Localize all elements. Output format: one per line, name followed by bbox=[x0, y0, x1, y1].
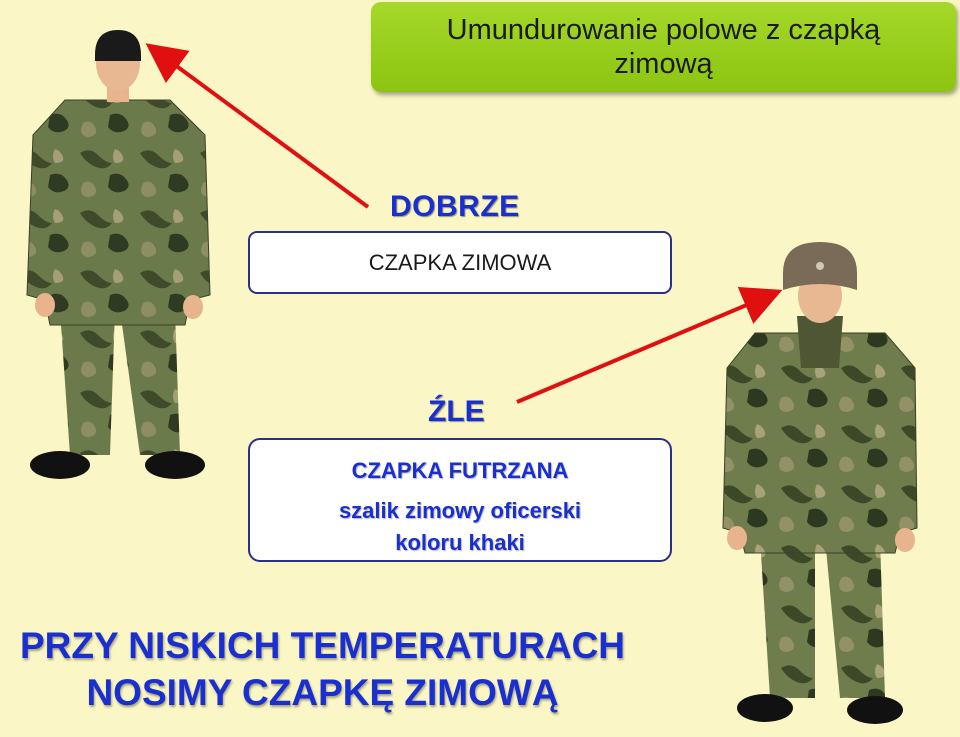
good-caption: CZAPKA ZIMOWA bbox=[368, 249, 552, 275]
bad-caption-line1: CZAPKA FUTRZANA bbox=[351, 458, 569, 483]
good-caption-box bbox=[248, 231, 672, 294]
good-label: DOBRZE bbox=[390, 190, 520, 223]
footer-line1: PRZY NISKICH TEMPERATURACH bbox=[19, 625, 626, 666]
bad-caption-box bbox=[248, 438, 672, 562]
footer-line2: NOSIMY CZAPKĘ ZIMOWĄ bbox=[86, 672, 559, 713]
bad-caption-line2: szalik zimowy oficerski bbox=[338, 498, 582, 523]
title-box bbox=[371, 2, 956, 92]
arrow-to-winter-cap bbox=[152, 48, 368, 207]
page-title: Umundurowanie polowe z czapką zimową bbox=[446, 14, 881, 80]
footer-message bbox=[0, 622, 645, 716]
bad-label: ŹLE bbox=[428, 395, 485, 428]
arrow-to-fur-cap bbox=[517, 293, 775, 402]
bad-caption-line3: koloru khaki bbox=[395, 530, 525, 555]
